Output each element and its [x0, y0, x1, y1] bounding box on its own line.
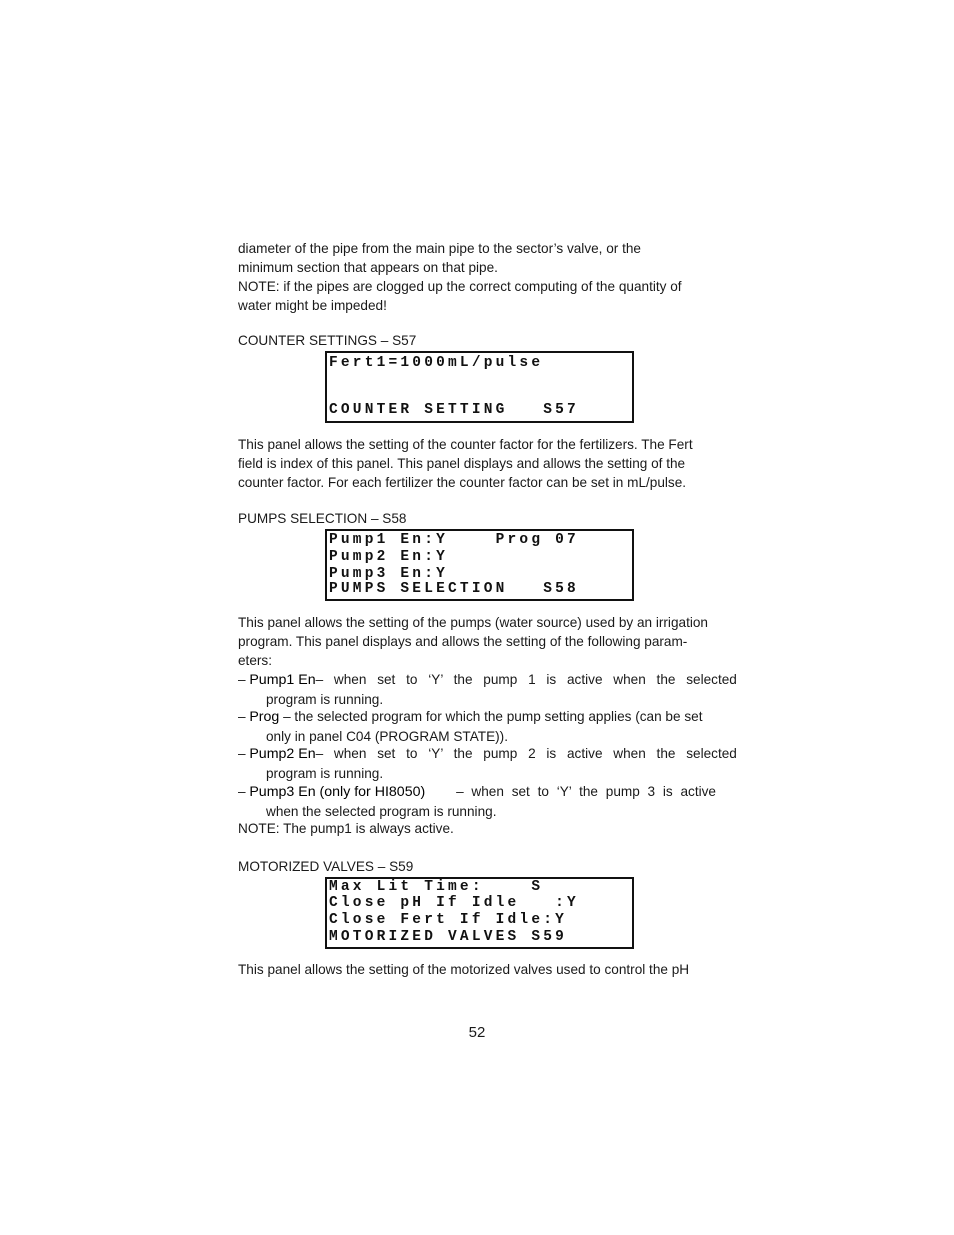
parameter-term: Prog [249, 709, 280, 725]
parameter-description: – when set to ‘Y’ the pump 3 is active [456, 784, 716, 799]
counter-settings-lcd-panel [325, 351, 634, 423]
lcd-row: MOTORIZED VALVES S59 [329, 929, 568, 945]
parameter-term: Pump3 En (only for HI8050) [249, 784, 426, 800]
pumps-selection-lcd-panel [325, 529, 634, 601]
parameter-term: Pump1 En [249, 672, 316, 688]
lcd-row: Pump2 En:Y [329, 549, 449, 565]
parameter-description-continued: program is running. [266, 692, 384, 707]
pump3-parameter-item [238, 782, 716, 821]
lcd-row: Max Lit Time: S [329, 879, 544, 895]
pumps-selection-heading: PUMPS SELECTION – S58 [238, 511, 407, 526]
description-line: field is index of this panel. This panel displays and allows the setting of the [238, 456, 686, 471]
parameter-description-continued: only in panel C04 (PROGRAM STATE)). [266, 729, 508, 744]
pump1-parameter-item [238, 670, 737, 709]
bullet-dash: – [238, 784, 250, 799]
lcd-row: Fert1=1000mL/pulse [329, 355, 544, 371]
pump1-note: NOTE: The pump1 is always active. [238, 821, 454, 836]
motorized-valves-heading: MOTORIZED VALVES – S59 [238, 859, 414, 874]
lcd-row: Pump1 En:Y Prog 07 [329, 532, 579, 548]
prog-parameter-item [238, 707, 716, 746]
intro-paragraph [238, 239, 716, 315]
description-line: program. This panel displays and allows the setting of the following param- [238, 634, 688, 649]
counter-settings-description [238, 435, 716, 492]
description-line: This panel allows the setting of the pumps (water source) used by an irrigation [238, 615, 708, 630]
lcd-row: COUNTER SETTING S57 [329, 402, 579, 418]
bullet-dash: – [238, 672, 250, 687]
intro-note-line: water might be impeded! [238, 298, 387, 313]
bullet-dash: – [238, 709, 250, 724]
lcd-row: PUMPS SELECTION S58 [329, 581, 579, 597]
pump2-parameter-item [238, 744, 737, 783]
intro-line: minimum section that appears on that pipe. [238, 260, 498, 275]
parameter-term: Pump2 En [249, 746, 316, 762]
parameter-description: – when set to ‘Y’ the pump 2 is active when the selected [315, 746, 737, 761]
intro-note-line: NOTE: if the pipes are clogged up the correct computing of the quantity of [238, 279, 682, 294]
description-line: eters: [238, 653, 272, 668]
page-number: 52 [468, 1024, 486, 1041]
counter-settings-heading: COUNTER SETTINGS – S57 [238, 333, 417, 348]
lcd-row: Pump3 En:Y [329, 566, 449, 582]
parameter-description-continued: when the selected program is running. [266, 804, 497, 819]
motorized-valves-lcd-panel [325, 877, 634, 949]
description-line: counter factor. For each fertilizer the counter factor can be set in mL/pulse. [238, 475, 687, 490]
lcd-row: Close pH If Idle :Y [329, 895, 579, 911]
motorized-valves-description: This panel allows the setting of the motorized valves used to control the pH [238, 962, 690, 977]
intro-line: diameter of the pipe from the main pipe to the sector’s valve, or the [238, 241, 641, 256]
description-line: This panel allows the setting of the counter factor for the fertilizers. The Fert [238, 437, 693, 452]
parameter-description: – when set to ‘Y’ the pump 1 is active when the selected [315, 672, 737, 687]
parameter-description-continued: program is running. [266, 766, 384, 781]
parameter-description: – the selected program for which the pump setting applies (can be set [279, 709, 703, 724]
pumps-selection-description [238, 613, 716, 670]
bullet-dash: – [238, 746, 250, 761]
lcd-row: Close Fert If Idle:Y [329, 912, 568, 928]
